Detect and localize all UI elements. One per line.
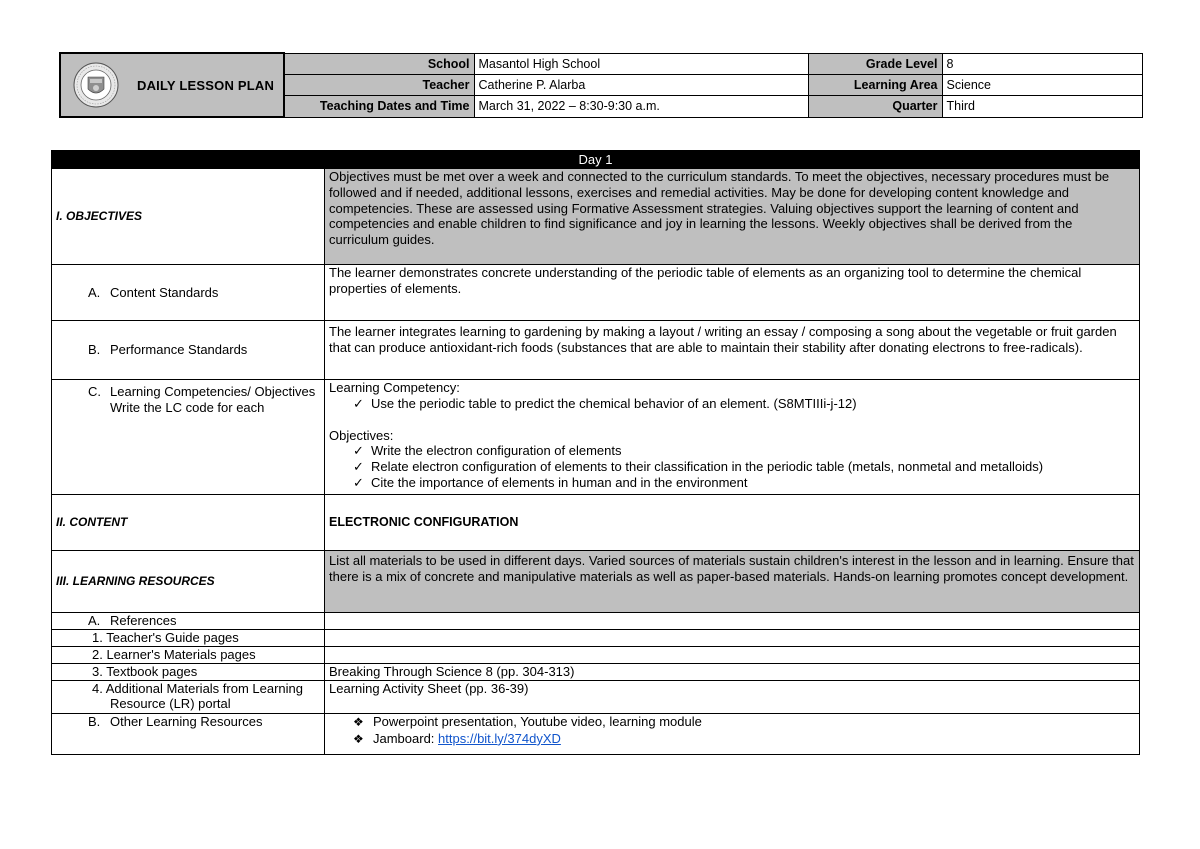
learning-resources-row [52,551,1140,613]
teachers-guide-value [325,630,1140,647]
teacher-value: Catherine P. Alarba [474,74,808,95]
plan-title: DAILY LESSON PLAN [137,77,275,93]
additional-materials-label-2: Resource (LR) portal [110,696,231,711]
learning-resources-text: List all materials to be used in different days. Varied sources of materials sustain children's interest in the lesson and in learning. Ensure that there is a mix of concrete and manipulative materials as well as paper-based materials. Hands-on learning promotes concept development. [325,551,1140,613]
learning-competencies-row [52,380,1140,495]
learners-materials-value [325,647,1140,664]
objectives-list [329,443,1135,490]
jamboard-link[interactable]: https://bit.ly/374dyXD [438,730,561,746]
header-table [59,52,1143,118]
references-value [325,613,1140,630]
learning-area-value: Science [942,74,1142,95]
other-resources-row [52,714,1140,755]
objectives-text: Objectives must be met over a week and connected to the curriculum standards. To meet the objectives, necessary procedures must be followed and if needed, additional lessons, exercises and remedial activities. May be done for developing content knowledge and competencies. These are assessed using Formative Assessment strategies. Valuing objectives support the learning of content and competencies and enable children to find significance and joy in learning the lessons. Weekly objectives shall be derived from the curriculum guides. [325,169,1140,265]
learning-area-label: Learning Area [808,74,942,95]
teaching-dates-value: March 31, 2022 – 8:30-9:30 a.m. [474,96,808,117]
deped-seal-icon [73,62,119,108]
additional-materials-row [52,681,1140,714]
content-standards-text: The learner demonstrates concrete understanding of the periodic table of elements as an organizing tool to determine the chemical properties of elements. [325,265,1140,321]
content-standards-letter: A. [88,284,101,300]
other-resources-list [329,714,1135,748]
school-label: School [284,53,474,74]
objective-item: ✓ Relate electron configuration of elements to their classification in the periodic table (metals, nonmetal and metalloids) [353,459,1135,475]
content-standards-row [52,265,1140,321]
other-resource-item-jamboard [353,731,1135,748]
teachers-guide-row [52,630,1140,647]
performance-standards-text: The learner integrates learning to gardening by making a layout / writing an essay / composing a song about the vegetable or fruit garden that can produce antioxidant-rich foods (substances that are able to maintain their stability after donating electrons to free-radicals). [325,321,1140,380]
teachers-guide-label: 1. Teacher's Guide pages [52,630,325,647]
objectives-row [52,169,1140,265]
learners-materials-row [52,647,1140,664]
teacher-label: Teacher [284,74,474,95]
learning-competencies-label: Learning Competencies/ Objectives [110,384,316,399]
additional-materials-label: 4. Additional Materials from Learning [92,681,304,696]
objective-item: ✓ Write the electron configuration of elements [353,443,1135,459]
learning-competencies-letter: C. [88,384,101,399]
additional-materials-value: Learning Activity Sheet (pp. 36-39) [325,681,1140,714]
performance-standards-row [52,321,1140,380]
references-label: References [110,613,177,628]
objectives-heading: Objectives: [329,427,394,443]
grade-level-label: Grade Level [808,53,942,74]
textbook-label: 3. Textbook pages [52,664,325,681]
references-letter: A. [88,613,101,628]
day-header: Day 1 [52,151,1140,169]
performance-standards-label: Performance Standards [110,342,248,358]
textbook-value: Breaking Through Science 8 (pp. 304-313) [325,664,1140,681]
other-resources-letter: B. [88,714,101,729]
grade-level-value: 8 [942,53,1142,74]
logo-cell [60,53,284,117]
learning-resources-label: III. LEARNING RESOURCES [56,574,215,589]
objectives-label: I. OBJECTIVES [56,209,143,224]
content-topic: ELECTRONIC CONFIGURATION [329,515,519,530]
other-resource-item: ❖ Powerpoint presentation, Youtube video, learning module [353,714,1135,731]
references-row [52,613,1140,630]
other-resources-label: Other Learning Resources [110,714,263,729]
teaching-dates-label: Teaching Dates and Time [284,96,474,117]
content-row [52,495,1140,551]
jamboard-prefix: Jamboard: [373,730,439,746]
content-label: II. CONTENT [56,515,128,530]
content-standards-label: Content Standards [110,284,219,300]
quarter-value: Third [942,96,1142,117]
lc-heading: Learning Competency: [329,380,460,395]
textbook-row [52,664,1140,681]
lesson-plan-table [51,150,1140,755]
learners-materials-label: 2. Learner's Materials pages [52,647,325,664]
lc-list [329,396,1135,412]
school-value: Masantol High School [474,53,808,74]
lc-item: ✓ Use the periodic table to predict the chemical behavior of an element. (S8MTIIIi-j-12) [353,396,1135,412]
performance-standards-letter: B. [88,342,101,358]
objective-item: ✓ Cite the importance of elements in human and in the environment [353,475,1135,491]
quarter-label: Quarter [808,96,942,117]
lc-code-note: Write the LC code for each [110,399,265,415]
